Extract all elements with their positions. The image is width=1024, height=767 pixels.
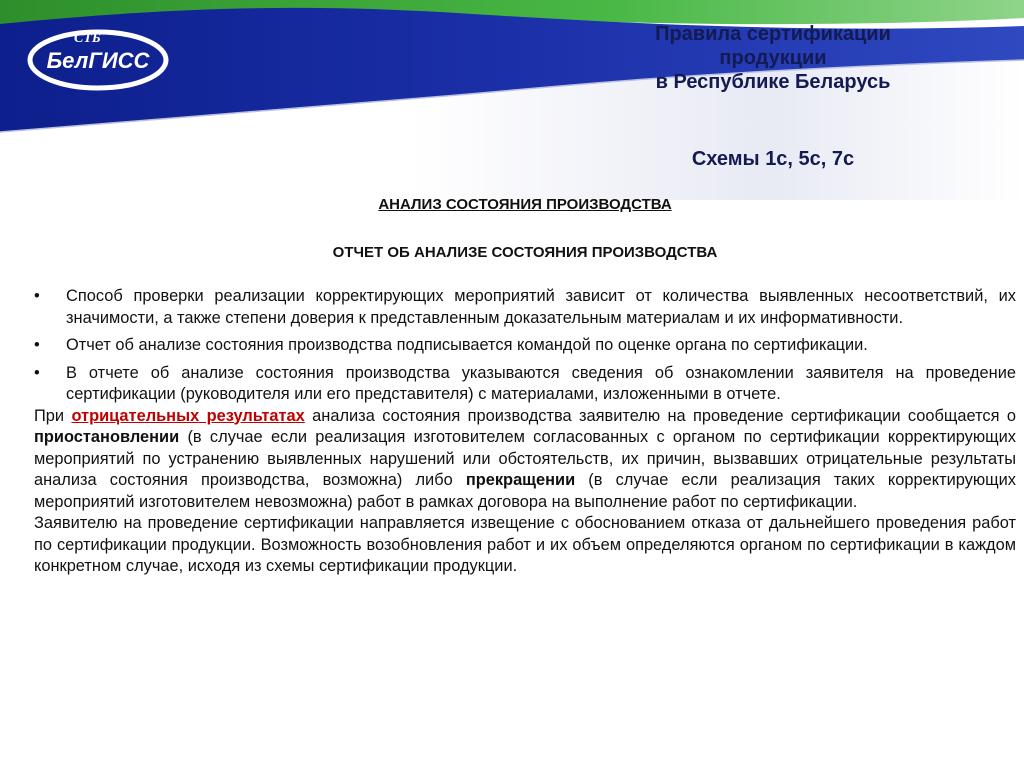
termination-term: прекращении: [465, 471, 576, 489]
negative-results-highlight: отрицательных результатах: [71, 406, 305, 425]
bullet-list: [34, 286, 1016, 406]
title-line-2: продукции: [719, 47, 827, 69]
refusal-notice-paragraph: Заявителю на проведение сертификации направляется извещение с обоснованием отказа от дальнейшего проведения работ по сертификации продукции. Возможность возобновления работ и их объем определяются органом по сертификации в каждом конкретном случае, исходя из схемы сертификации продукции.: [34, 514, 1016, 575]
title-line-1: Правила сертификации: [655, 23, 891, 45]
logo-text: БелГИСС: [46, 48, 150, 73]
logo-mark: СТБ: [74, 31, 101, 46]
report-heading: ОТЧЕТ ОБ АНАЛИЗЕ СОСТОЯНИЯ ПРОИЗВОДСТВА: [332, 244, 718, 261]
suspension-term: приостановлении: [34, 428, 180, 446]
schemes-subtitle: Схемы 1с, 5с, 7с: [691, 148, 855, 170]
negative-results-paragraph: При отрицательных результатах анализа состояния производства заявителю на проведение сертификации сообщается о приостановлении (в случае если реализация изготовителем согласованных с органом по сертификации корректирующих мероприятий по устранению выявленных нарушений или обстоятельств, их причин, вызвавших отрицательные результаты анализа состояния производства, возможна) либо прекращении (в случае если реализация таких корректирующих мероприятий изготовителем невозможна) работ в рамках договора на выполнение работ по сертификации.: [34, 406, 1016, 511]
bullet-item: • В отчете об анализе состояния производства указываются сведения об ознакомлении заявителя на проведение сертификации (руководителя или его представителя) с материалами, изложенными в отчете.: [34, 363, 1016, 406]
presentation-title: [600, 22, 946, 94]
section-heading: АНАЛИЗ СОСТОЯНИЯ ПРОИЗВОДСТВА: [378, 196, 672, 213]
title-line-3: в Республике Беларусь: [655, 71, 891, 93]
slide-body: [34, 286, 1016, 578]
bullet-item: • Способ проверки реализации корректирующих мероприятий зависит от количества выявленных несоответствий, их значимости, а также степени доверия к представленным доказательным материалам и их информативности.: [34, 286, 1016, 329]
belgiss-logo: [22, 16, 172, 100]
bullet-item: • Отчет об анализе состояния производства подписывается командой по оценке органа по сертификации.: [34, 335, 1016, 357]
